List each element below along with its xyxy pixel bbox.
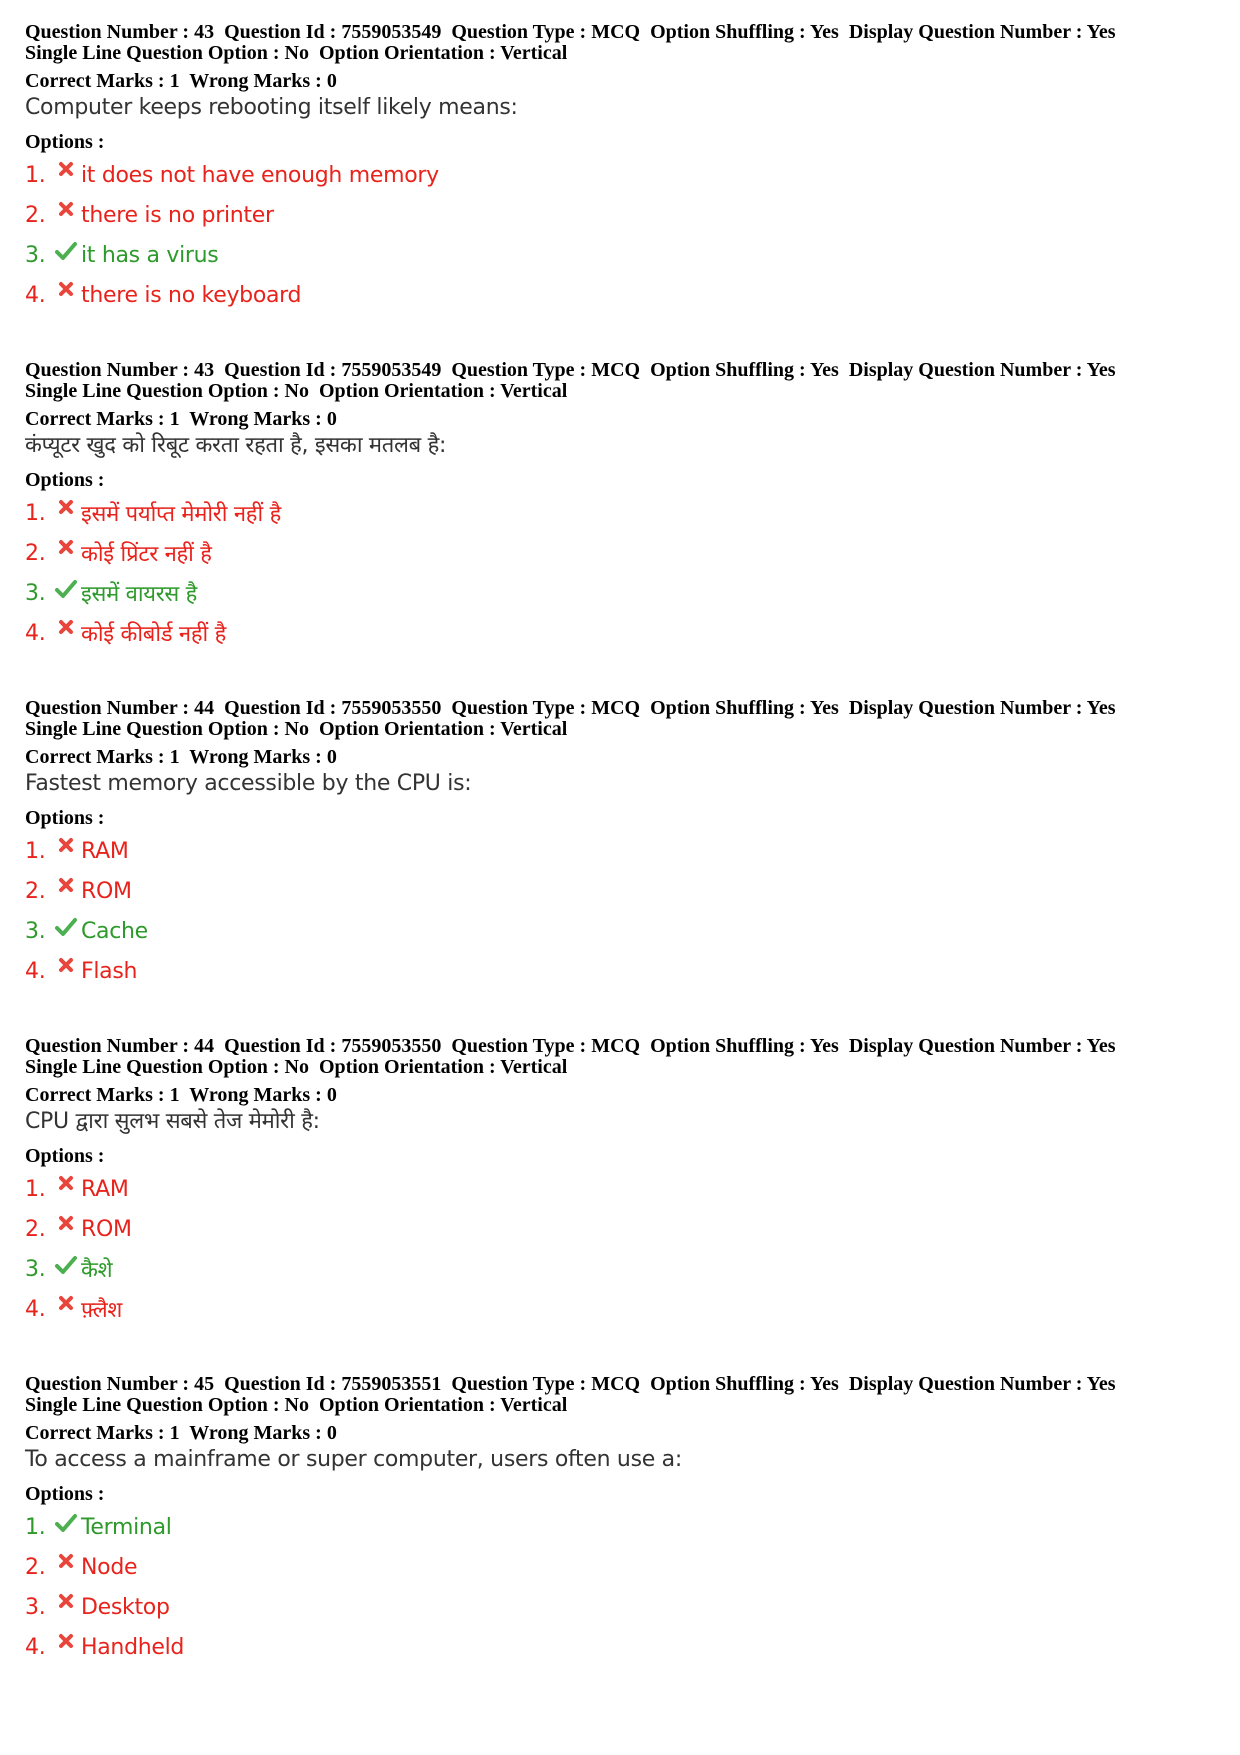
question-block	[25, 698, 1215, 1036]
option-text: it has a virus	[81, 242, 219, 268]
single-line-option: No	[284, 42, 309, 64]
option-item	[25, 573, 1215, 613]
option-orientation: Vertical	[500, 1394, 568, 1416]
question-number: 45	[194, 1373, 215, 1395]
question-type: MCQ	[591, 1373, 641, 1395]
question-block	[25, 360, 1215, 698]
label: Question Type :	[451, 697, 592, 719]
options-label: Options :	[25, 1483, 105, 1505]
option-number: 4.	[25, 1296, 46, 1322]
label: Wrong Marks :	[189, 746, 327, 768]
option-item	[25, 235, 1215, 275]
option-orientation: Vertical	[500, 42, 568, 64]
option-text: RAM	[81, 838, 129, 864]
correct-marks: 1	[169, 1084, 180, 1106]
options-label: Options :	[25, 807, 105, 829]
option-number: 1.	[25, 1514, 46, 1540]
question-number: 44	[194, 697, 215, 719]
label: Option Shuffling :	[650, 1035, 810, 1057]
label: Question Id :	[224, 359, 342, 381]
display-question-number: Yes	[1086, 359, 1116, 381]
label: Option Shuffling :	[650, 21, 810, 43]
option-number: 3.	[25, 918, 46, 944]
single-line-option: No	[284, 718, 309, 740]
label: Display Question Number :	[848, 1373, 1087, 1395]
option-orientation: Vertical	[500, 1056, 568, 1078]
label: Option Shuffling :	[650, 1373, 810, 1395]
check-icon	[51, 1513, 81, 1541]
display-question-number: Yes	[1086, 1035, 1116, 1057]
option-number: 3.	[25, 242, 46, 268]
option-number: 2.	[25, 878, 46, 904]
question-block	[25, 1036, 1215, 1374]
cross-icon	[51, 539, 81, 567]
option-text: कोई कीबोर्ड नहीं है	[81, 622, 226, 647]
wrong-marks: 0	[326, 408, 337, 430]
marks-line	[25, 747, 1215, 768]
wrong-marks: 0	[326, 1422, 337, 1444]
label: Single Line Question Option :	[25, 718, 285, 740]
option-item	[25, 911, 1215, 951]
label: Display Question Number :	[848, 21, 1087, 43]
option-number: 4.	[25, 620, 46, 646]
label: Question Number :	[25, 697, 195, 719]
option-item	[25, 1507, 1215, 1547]
label: Option Orientation :	[318, 1056, 501, 1078]
question-number: 44	[194, 1035, 215, 1057]
label: Option Orientation :	[318, 42, 501, 64]
cross-icon	[51, 877, 81, 905]
option-number: 1.	[25, 500, 46, 526]
option-item	[25, 493, 1215, 533]
option-shuffling: Yes	[809, 21, 839, 43]
correct-marks: 1	[169, 70, 180, 92]
option-number: 4.	[25, 958, 46, 984]
label: Display Question Number :	[848, 1035, 1087, 1057]
cross-icon	[51, 1175, 81, 1203]
question-text: Fastest memory accessible by the CPU is:	[25, 771, 472, 796]
question-text: CPU द्वारा सुलभ सबसे तेज मेमोरी है:	[25, 1109, 320, 1134]
check-icon	[51, 241, 81, 269]
label: Correct Marks :	[25, 746, 170, 768]
label: Wrong Marks :	[189, 408, 327, 430]
cross-icon	[51, 281, 81, 309]
question-text: कंप्यूटर खुद को रिबूट करता रहता है, इसका मतलब है:	[25, 433, 447, 458]
option-number: 4.	[25, 282, 46, 308]
option-number: 2.	[25, 540, 46, 566]
single-line-option: No	[284, 380, 309, 402]
cross-icon	[51, 957, 81, 985]
cross-icon	[51, 1295, 81, 1323]
question-paper	[25, 22, 1215, 1712]
question-meta-line-1	[25, 1374, 1215, 1395]
option-shuffling: Yes	[809, 359, 839, 381]
option-text: ROM	[81, 1216, 132, 1242]
check-icon	[51, 917, 81, 945]
option-text: Cache	[81, 918, 148, 944]
cross-icon	[51, 1553, 81, 1581]
question-type: MCQ	[591, 697, 641, 719]
cross-icon	[51, 1593, 81, 1621]
option-number: 1.	[25, 838, 46, 864]
label: Option Shuffling :	[650, 697, 810, 719]
option-text: there is no keyboard	[81, 282, 302, 308]
label: Wrong Marks :	[189, 1084, 327, 1106]
label: Question Id :	[224, 1373, 342, 1395]
option-item	[25, 831, 1215, 871]
option-number: 2.	[25, 1216, 46, 1242]
label: Correct Marks :	[25, 1084, 170, 1106]
question-text: Computer keeps rebooting itself likely means:	[25, 95, 518, 120]
question-type: MCQ	[591, 1035, 641, 1057]
question-number: 43	[194, 21, 215, 43]
correct-marks: 1	[169, 1422, 180, 1444]
options-label: Options :	[25, 1145, 105, 1167]
label: Correct Marks :	[25, 1422, 170, 1444]
label: Question Number :	[25, 21, 195, 43]
display-question-number: Yes	[1086, 21, 1116, 43]
marks-line	[25, 1085, 1215, 1106]
option-number: 3.	[25, 1256, 46, 1282]
label: Question Type :	[451, 1373, 592, 1395]
option-item	[25, 1169, 1215, 1209]
label: Question Number :	[25, 1035, 195, 1057]
option-number: 2.	[25, 202, 46, 228]
question-meta-line-2	[25, 719, 1215, 740]
question-id: 7559053550	[341, 1035, 442, 1057]
question-type: MCQ	[591, 21, 641, 43]
option-item	[25, 155, 1215, 195]
label: Question Type :	[451, 359, 592, 381]
question-meta-line-1	[25, 22, 1215, 43]
check-icon	[51, 579, 81, 607]
option-text: Handheld	[81, 1634, 185, 1660]
options-label: Options :	[25, 469, 105, 491]
option-text: there is no printer	[81, 202, 274, 228]
option-text: RAM	[81, 1176, 129, 1202]
options-label: Options :	[25, 131, 105, 153]
label: Question Number :	[25, 359, 195, 381]
option-item	[25, 195, 1215, 235]
option-item	[25, 533, 1215, 573]
option-number: 2.	[25, 1554, 46, 1580]
question-block	[25, 1374, 1215, 1712]
question-meta-line-2	[25, 1395, 1215, 1416]
question-meta-line-2	[25, 43, 1215, 64]
option-number: 1.	[25, 162, 46, 188]
option-text: Terminal	[81, 1514, 172, 1540]
label: Wrong Marks :	[189, 70, 327, 92]
option-shuffling: Yes	[809, 1373, 839, 1395]
cross-icon	[51, 837, 81, 865]
label: Wrong Marks :	[189, 1422, 327, 1444]
correct-marks: 1	[169, 746, 180, 768]
option-item	[25, 1289, 1215, 1329]
option-orientation: Vertical	[500, 718, 568, 740]
cross-icon	[51, 161, 81, 189]
marks-line	[25, 71, 1215, 92]
marks-line	[25, 409, 1215, 430]
label: Single Line Question Option :	[25, 380, 285, 402]
wrong-marks: 0	[326, 1084, 337, 1106]
option-text: Node	[81, 1554, 138, 1580]
wrong-marks: 0	[326, 746, 337, 768]
label: Question Type :	[451, 1035, 592, 1057]
question-type: MCQ	[591, 359, 641, 381]
question-number: 43	[194, 359, 215, 381]
option-text: Flash	[81, 958, 138, 984]
label: Option Orientation :	[318, 1394, 501, 1416]
option-item	[25, 1587, 1215, 1627]
label: Option Orientation :	[318, 718, 501, 740]
question-id: 7559053550	[341, 697, 442, 719]
question-text: To access a mainframe or super computer, users often use a:	[25, 1447, 682, 1472]
cross-icon	[51, 619, 81, 647]
question-id: 7559053549	[341, 21, 442, 43]
question-id: 7559053551	[341, 1373, 442, 1395]
cross-icon	[51, 201, 81, 229]
label: Correct Marks :	[25, 408, 170, 430]
label: Option Shuffling :	[650, 359, 810, 381]
option-text: Desktop	[81, 1594, 170, 1620]
option-item	[25, 275, 1215, 315]
question-meta-line-1	[25, 698, 1215, 719]
option-text: कोई प्रिंटर नहीं है	[81, 542, 212, 567]
option-text: इसमें पर्याप्त मेमोरी नहीं है	[81, 502, 281, 527]
label: Single Line Question Option :	[25, 42, 285, 64]
correct-marks: 1	[169, 408, 180, 430]
option-text: कैशे	[81, 1258, 113, 1283]
cross-icon	[51, 1215, 81, 1243]
option-item	[25, 613, 1215, 653]
label: Option Orientation :	[318, 380, 501, 402]
label: Question Number :	[25, 1373, 195, 1395]
option-number: 3.	[25, 1594, 46, 1620]
check-icon	[51, 1255, 81, 1283]
option-number: 1.	[25, 1176, 46, 1202]
option-item	[25, 1627, 1215, 1667]
label: Single Line Question Option :	[25, 1056, 285, 1078]
option-text: ROM	[81, 878, 132, 904]
option-orientation: Vertical	[500, 380, 568, 402]
question-block	[25, 22, 1215, 360]
option-text: फ़्लैश	[81, 1298, 123, 1323]
question-meta-line-2	[25, 381, 1215, 402]
option-item	[25, 1249, 1215, 1289]
label: Question Id :	[224, 1035, 342, 1057]
option-item	[25, 1547, 1215, 1587]
single-line-option: No	[284, 1056, 309, 1078]
option-number: 4.	[25, 1634, 46, 1660]
option-text: it does not have enough memory	[81, 162, 439, 188]
option-item	[25, 951, 1215, 991]
option-text: इसमें वायरस है	[81, 582, 198, 607]
question-id: 7559053549	[341, 359, 442, 381]
label: Single Line Question Option :	[25, 1394, 285, 1416]
question-meta-line-1	[25, 1036, 1215, 1057]
display-question-number: Yes	[1086, 697, 1116, 719]
label: Question Id :	[224, 21, 342, 43]
option-shuffling: Yes	[809, 1035, 839, 1057]
label: Correct Marks :	[25, 70, 170, 92]
question-meta-line-1	[25, 360, 1215, 381]
label: Question Type :	[451, 21, 592, 43]
marks-line	[25, 1423, 1215, 1444]
wrong-marks: 0	[326, 70, 337, 92]
label: Question Id :	[224, 697, 342, 719]
display-question-number: Yes	[1086, 1373, 1116, 1395]
single-line-option: No	[284, 1394, 309, 1416]
option-item	[25, 1209, 1215, 1249]
cross-icon	[51, 1633, 81, 1661]
option-item	[25, 871, 1215, 911]
option-shuffling: Yes	[809, 697, 839, 719]
label: Display Question Number :	[848, 359, 1087, 381]
label: Display Question Number :	[848, 697, 1087, 719]
cross-icon	[51, 499, 81, 527]
option-number: 3.	[25, 580, 46, 606]
question-meta-line-2	[25, 1057, 1215, 1078]
